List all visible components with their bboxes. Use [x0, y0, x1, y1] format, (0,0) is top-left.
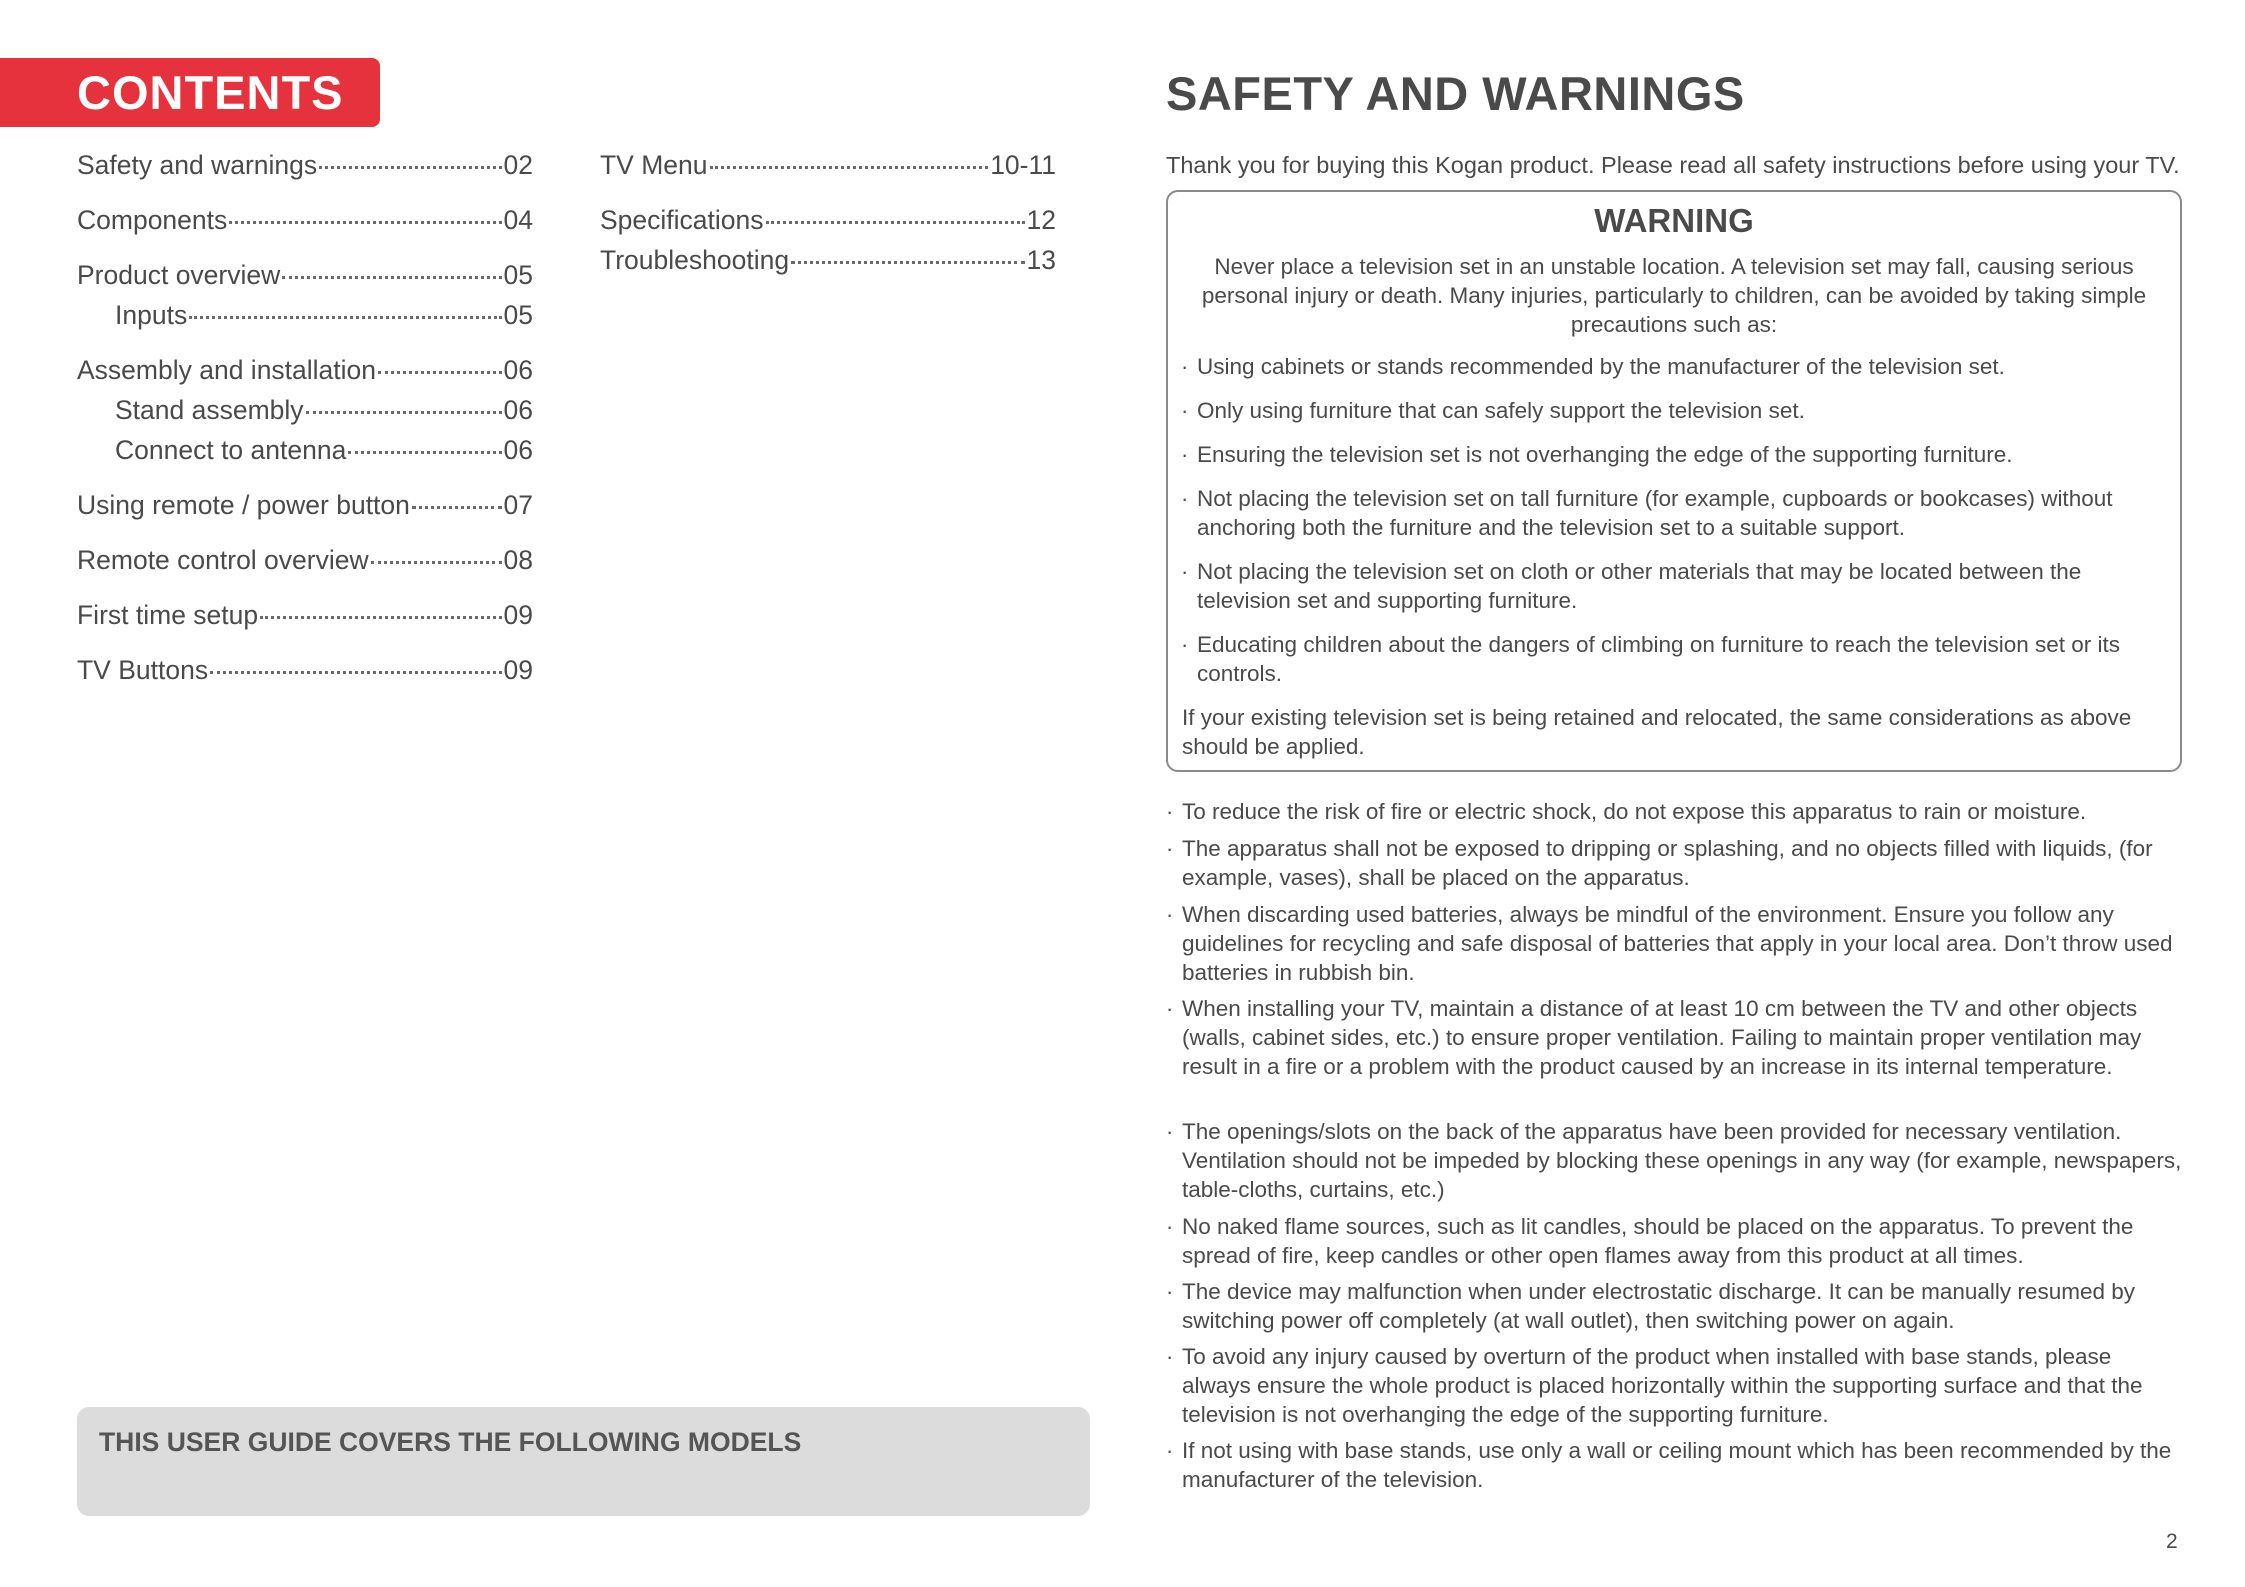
toc-entry[interactable] [77, 655, 533, 686]
toc-leader [319, 166, 501, 169]
safety-list-item [1166, 900, 2182, 987]
warning-list-item [1181, 396, 2166, 425]
toc-page: 06 [503, 435, 533, 465]
toc-label: Troubleshooting [600, 245, 790, 275]
toc-page: 02 [503, 150, 533, 180]
warning-list-item [1181, 440, 2166, 469]
toc-entry[interactable] [77, 205, 533, 236]
warning-list-item [1181, 484, 2166, 542]
toc-label: Remote control overview [77, 545, 369, 575]
toc-page: 04 [503, 205, 533, 235]
safety-list-item [1166, 994, 2182, 1081]
toc-page: 05 [503, 260, 533, 290]
toc-label: Components [77, 205, 228, 235]
bullet-icon: · [1166, 1438, 1174, 1463]
toc-leader [189, 316, 501, 319]
bullet-icon: · [1166, 996, 1174, 1021]
toc-label: First time setup [77, 600, 259, 630]
safety-item-text: If not using with base stands, use only a wall or ceiling mount which has been recommended by the manufacturer of the television. [1182, 1438, 2172, 1492]
toc-entry[interactable] [115, 435, 533, 466]
safety-intro: Thank you for buying this Kogan product. Please read all safety instructions before using your TV. [1166, 152, 2180, 178]
bullet-icon: · [1166, 799, 1174, 824]
bullet-icon: · [1166, 1279, 1174, 1304]
bullet-icon: · [1181, 398, 1189, 423]
safety-list-item [1166, 1212, 2182, 1270]
toc-page: 09 [503, 600, 533, 630]
safety-list-item [1166, 1117, 2182, 1204]
toc-leader [306, 411, 502, 414]
toc-leader [371, 561, 502, 564]
bullet-icon: · [1181, 442, 1189, 467]
safety-item-text: The openings/slots on the back of the apparatus have been provided for necessary ventilation. Ventilation should not be impeded by blocking these openings in any way (for example, newspapers, table-cloths, curtains, etc.) [1182, 1119, 2182, 1202]
toc-entry[interactable] [115, 300, 533, 331]
toc-label: Using remote / power button [77, 490, 410, 520]
bullet-icon: · [1181, 559, 1189, 584]
toc-entry[interactable] [77, 260, 533, 291]
toc-page: 12 [1026, 205, 1056, 235]
warning-list-item [1181, 557, 2166, 615]
toc-leader [260, 616, 501, 619]
toc-leader [412, 506, 502, 509]
toc-page: 10-11 [990, 150, 1056, 180]
toc-page: 09 [503, 655, 533, 685]
toc-label: Connect to antenna [115, 435, 347, 465]
bullet-icon: · [1181, 354, 1189, 379]
warning-note: If your existing television set is being retained and relocated, the same considerations as above should be applied. [1182, 705, 2132, 759]
toc-entry[interactable] [77, 490, 533, 521]
warning-item-text: Not placing the television set on tall furniture (for example, cupboards or bookcases) without anchoring both the furniture and the television set to a suitable support. [1197, 486, 2113, 540]
bullet-icon: · [1181, 486, 1189, 511]
models-box [77, 1407, 1090, 1516]
toc-entry[interactable] [600, 245, 1056, 276]
toc-page: 06 [503, 395, 533, 425]
safety-title: SAFETY AND WARNINGS [1166, 67, 1745, 120]
toc-entry[interactable] [77, 600, 533, 631]
toc-label: Stand assembly [115, 395, 304, 425]
toc-page: 08 [503, 545, 533, 575]
toc-label: Specifications [600, 205, 764, 235]
toc-label: Assembly and installation [77, 355, 377, 385]
warning-item-text: Ensuring the television set is not overhanging the edge of the supporting furniture. [1197, 442, 2013, 467]
toc-leader [710, 166, 989, 169]
warning-item-text: Not placing the television set on cloth or other materials that may be located between the television set and supporting furniture. [1197, 559, 2082, 613]
toc-leader [210, 671, 501, 674]
toc-label: Product overview [77, 260, 281, 290]
toc-page: 07 [503, 490, 533, 520]
bullet-icon: · [1166, 1344, 1174, 1369]
warning-intro: Never place a television set in an unstable location. A television set may fall, causing serious personal injury or death. Many injuries, particularly to children, can be avoided by taking simple precautions such as: [1201, 254, 2147, 337]
toc-leader [766, 221, 1025, 224]
toc-leader [282, 276, 501, 279]
toc-entry[interactable] [600, 150, 1056, 181]
warning-title: WARNING [1594, 202, 1754, 239]
toc-entry[interactable] [115, 395, 533, 426]
safety-item-text: No naked flame sources, such as lit candles, should be placed on the apparatus. To prevent the spread of fire, keep candles or other open flames away from this product at all times. [1182, 1214, 2134, 1268]
toc-leader [791, 261, 1024, 264]
toc-entry[interactable] [77, 150, 533, 181]
contents-header [0, 58, 380, 127]
page-number: 2 [2166, 1530, 2178, 1553]
safety-item-text: When discarding used batteries, always be mindful of the environment. Ensure you follow any guidelines for recycling and safe disposal of batteries that apply in your local area. Don’t throw used batteries in rubbish bin. [1182, 902, 2173, 985]
bullet-icon: · [1166, 1119, 1174, 1144]
bullet-icon: · [1166, 902, 1174, 927]
toc-label: TV Menu [600, 150, 708, 180]
safety-item-text: When installing your TV, maintain a distance of at least 10 cm between the TV and other objects (walls, cabinet sides, etc.) to ensure proper ventilation. Failing to maintain proper ventilation may result in a fire or a problem with the product caused by an increase in its internal temperature. [1182, 996, 2142, 1079]
contents-title: CONTENTS [77, 66, 344, 119]
safety-list-item [1166, 797, 2182, 826]
toc-leader [378, 371, 501, 374]
toc-entry[interactable] [77, 355, 533, 386]
safety-item-text: To reduce the risk of fire or electric shock, do not expose this apparatus to rain or moisture. [1182, 799, 2087, 824]
safety-list-item [1166, 834, 2182, 892]
bullet-icon: · [1181, 632, 1189, 657]
toc-leader [229, 221, 501, 224]
safety-item-text: The apparatus shall not be exposed to dripping or splashing, and no objects filled with liquids, (for example, vases), shall be placed on the apparatus. [1182, 836, 2153, 890]
toc-label: Inputs [115, 300, 188, 330]
warning-item-text: Only using furniture that can safely support the television set. [1197, 398, 1805, 423]
safety-list-item [1166, 1436, 2182, 1494]
toc-entry[interactable] [600, 205, 1056, 236]
toc-leader [348, 451, 501, 454]
toc-label: Safety and warnings [77, 150, 318, 180]
toc-label: TV Buttons [77, 655, 209, 685]
toc-entry[interactable] [77, 545, 533, 576]
warning-list-item [1181, 630, 2166, 688]
warning-item-text: Using cabinets or stands recommended by the manufacturer of the television set. [1197, 354, 2005, 379]
warning-item-text: Educating children about the dangers of climbing on furniture to reach the television set or its controls. [1197, 632, 2121, 686]
models-box-title: THIS USER GUIDE COVERS THE FOLLOWING MODELS [99, 1427, 802, 1457]
safety-list-item [1166, 1277, 2182, 1335]
safety-list-item [1166, 1342, 2182, 1429]
warning-box [1166, 190, 2182, 772]
safety-item-text: To avoid any injury caused by overturn of the product when installed with base stands, please always ensure the whole product is placed horizontally within the supporting surface and that the television is not overhanging the edge of the supporting furniture. [1182, 1344, 2143, 1427]
bullet-icon: · [1166, 836, 1174, 861]
toc-page: 06 [503, 355, 533, 385]
bullet-icon: · [1166, 1214, 1174, 1239]
warning-list-item [1181, 352, 2166, 381]
toc-page: 13 [1026, 245, 1056, 275]
toc-page: 05 [503, 300, 533, 330]
safety-item-text: The device may malfunction when under electrostatic discharge. It can be manually resumed by switching power off completely (at wall outlet), then switching power on again. [1182, 1279, 2135, 1333]
